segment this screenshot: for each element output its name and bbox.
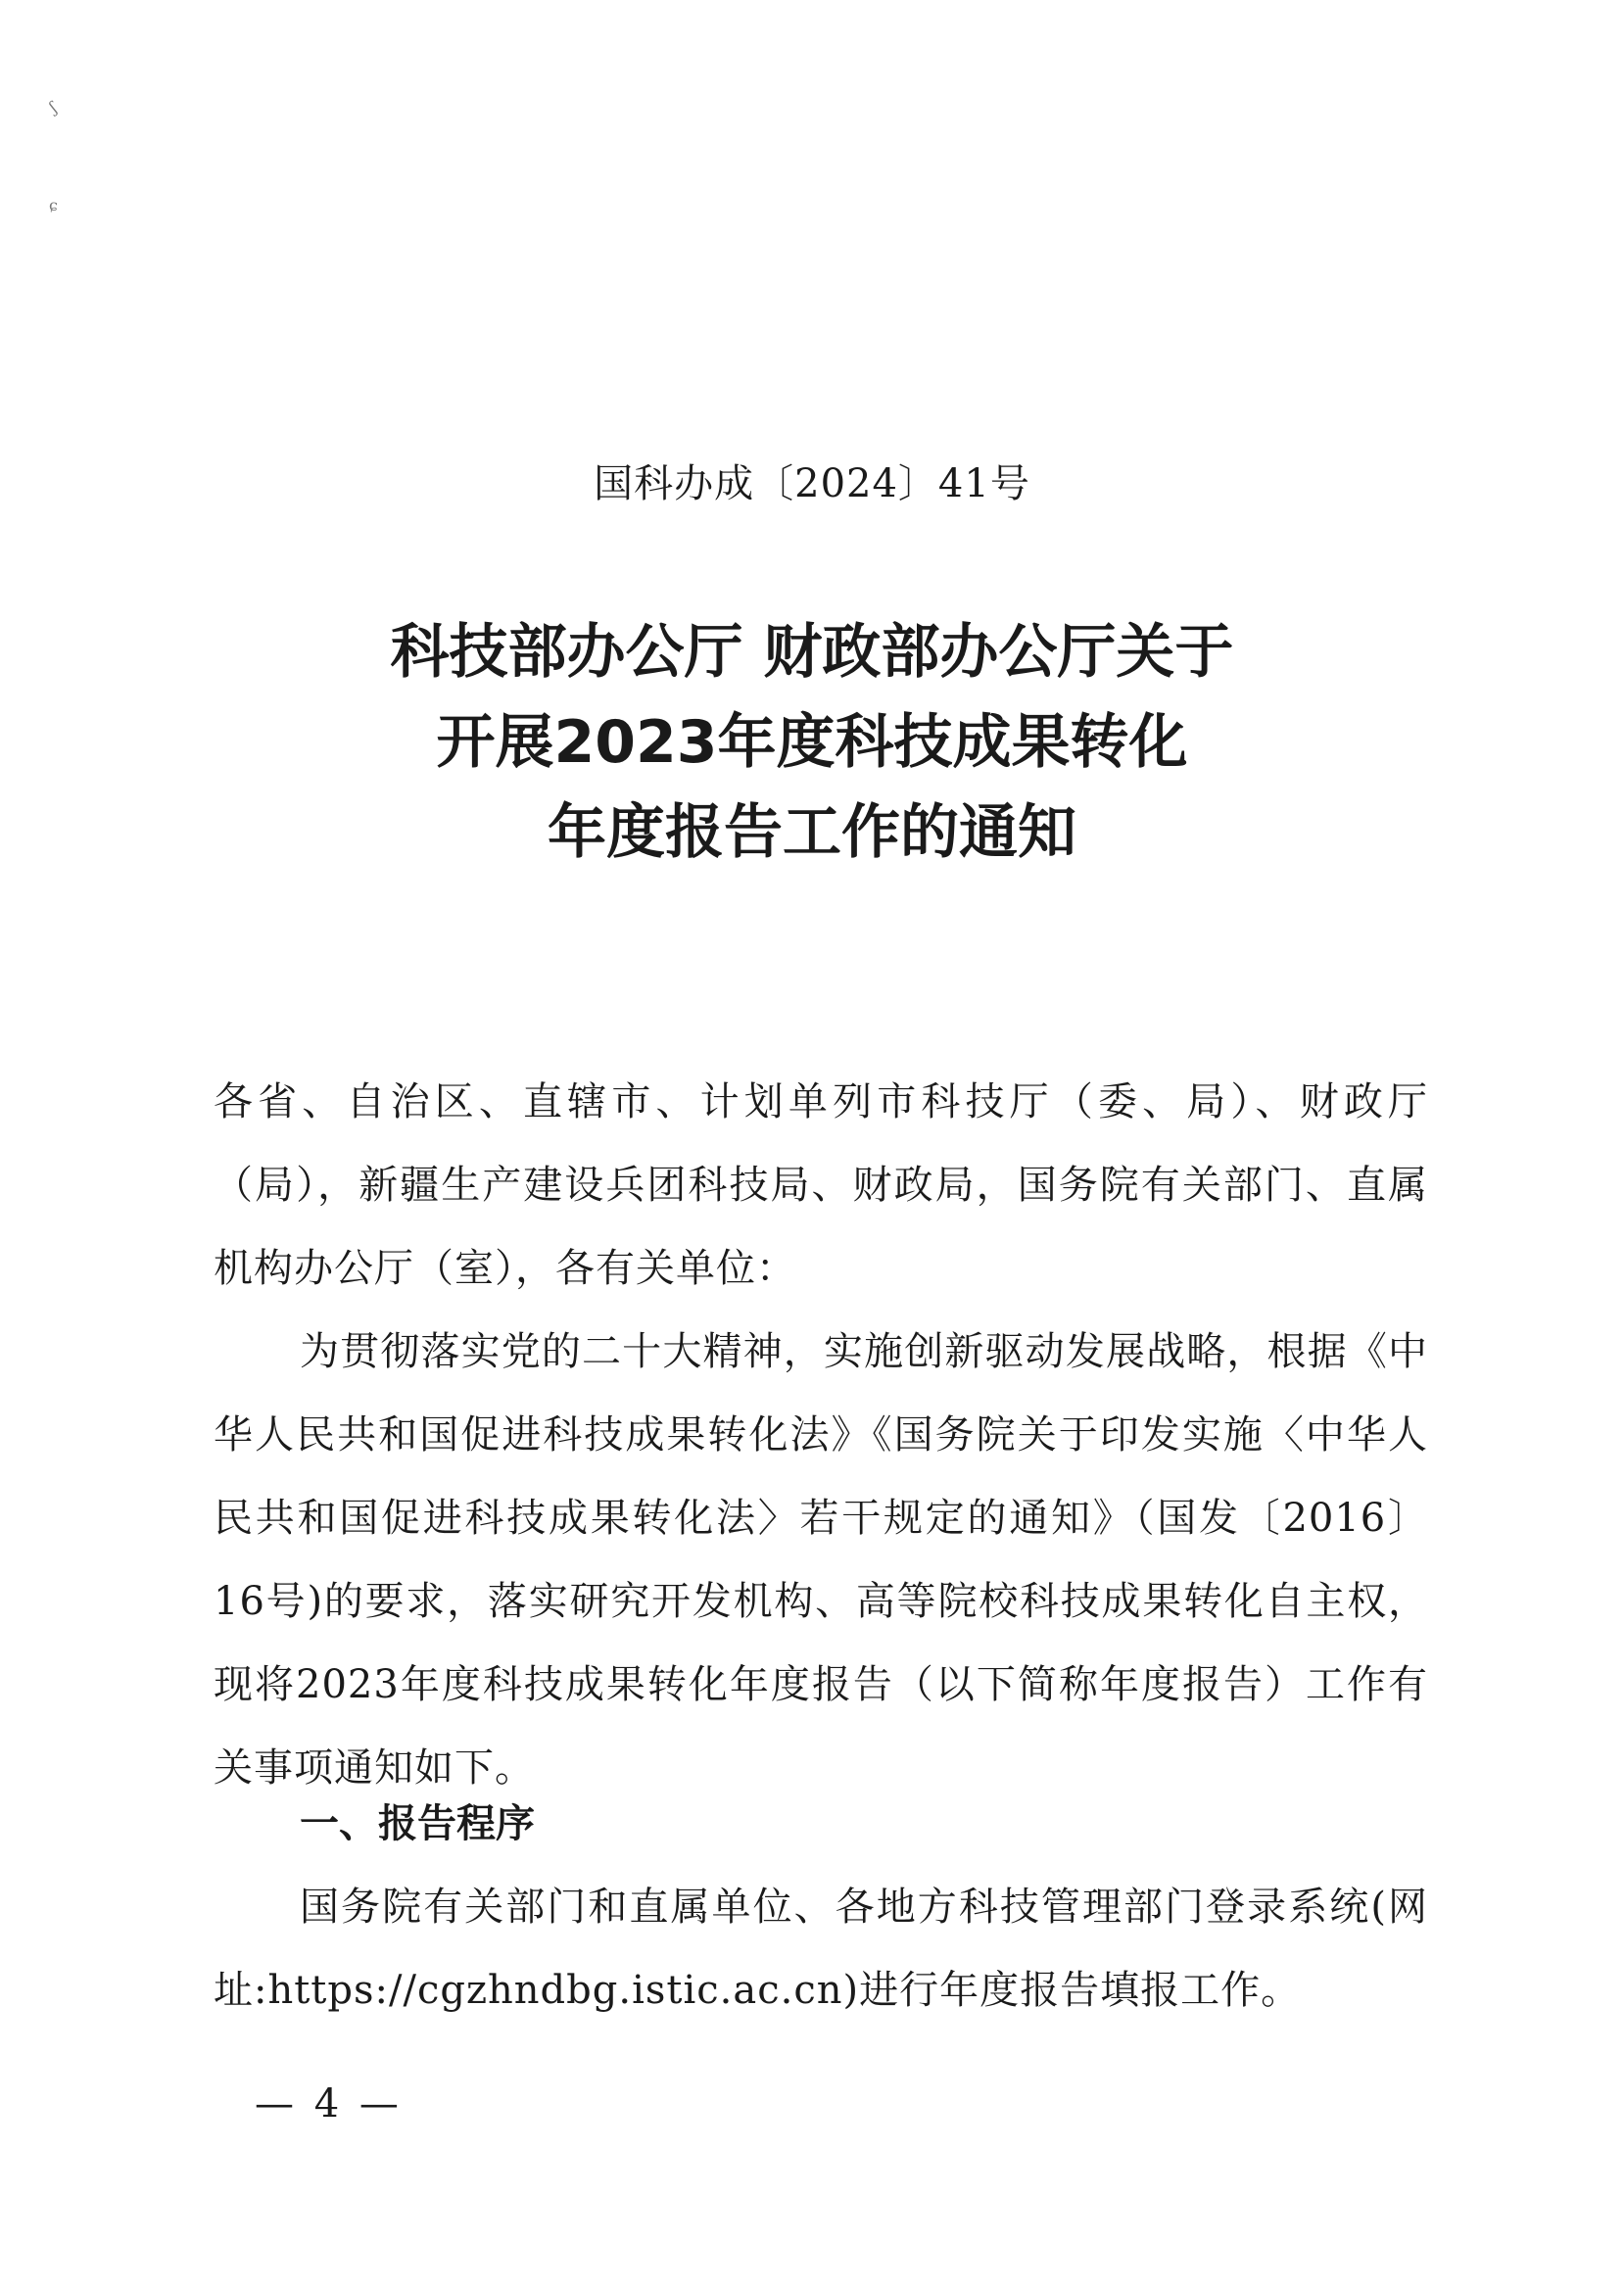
page-number: — 4 — (255, 2081, 403, 2126)
document-title (0, 607, 1624, 878)
title-line-2: 开展2023年度科技成果转化 (436, 708, 1188, 777)
title-line-3: 年度报告工作的通知 (548, 798, 1076, 867)
title-line-1: 科技部办公厅 财政部办公厅关于 (390, 618, 1234, 687)
procedure-paragraph: 国务院有关部门和直属单位、各地方科技管理部门登录系统(网址:https://cgzhndbg.istic.ac.cn)进行年度报告填报工作。 (214, 1885, 1428, 2013)
scan-artifact-mark: ʃ (46, 98, 60, 117)
document-number: 国科办成〔2024〕41号 (594, 461, 1030, 506)
salutation-paragraph: 各省、自治区、直辖市、计划单列市科技厅（委、局）、财政厅（局），新疆生产建设兵团科技局、财政局，国务院有关部门、直属机构办公厅（室），各有关单位： (214, 1079, 1428, 1291)
scan-artifact-mark: ɕ (49, 196, 58, 215)
intro-paragraph: 为贯彻落实党的二十大精神，实施创新驱动发展战略，根据《中华人民共和国促进科技成果转化法》《国务院关于印发实施〈中华人民共和国促进科技成果转化法〉若干规定的通知》（国发〔2016〕16号)的要求，落实研究开发机构、高等院校科技成果转化自主权，现将2023年度科技成果转化年度报告（以下简称年度报告）工作有关事项通知如下。 (214, 1329, 1428, 1791)
section-heading-report-procedure: 一、报告程序 (300, 1801, 535, 1846)
